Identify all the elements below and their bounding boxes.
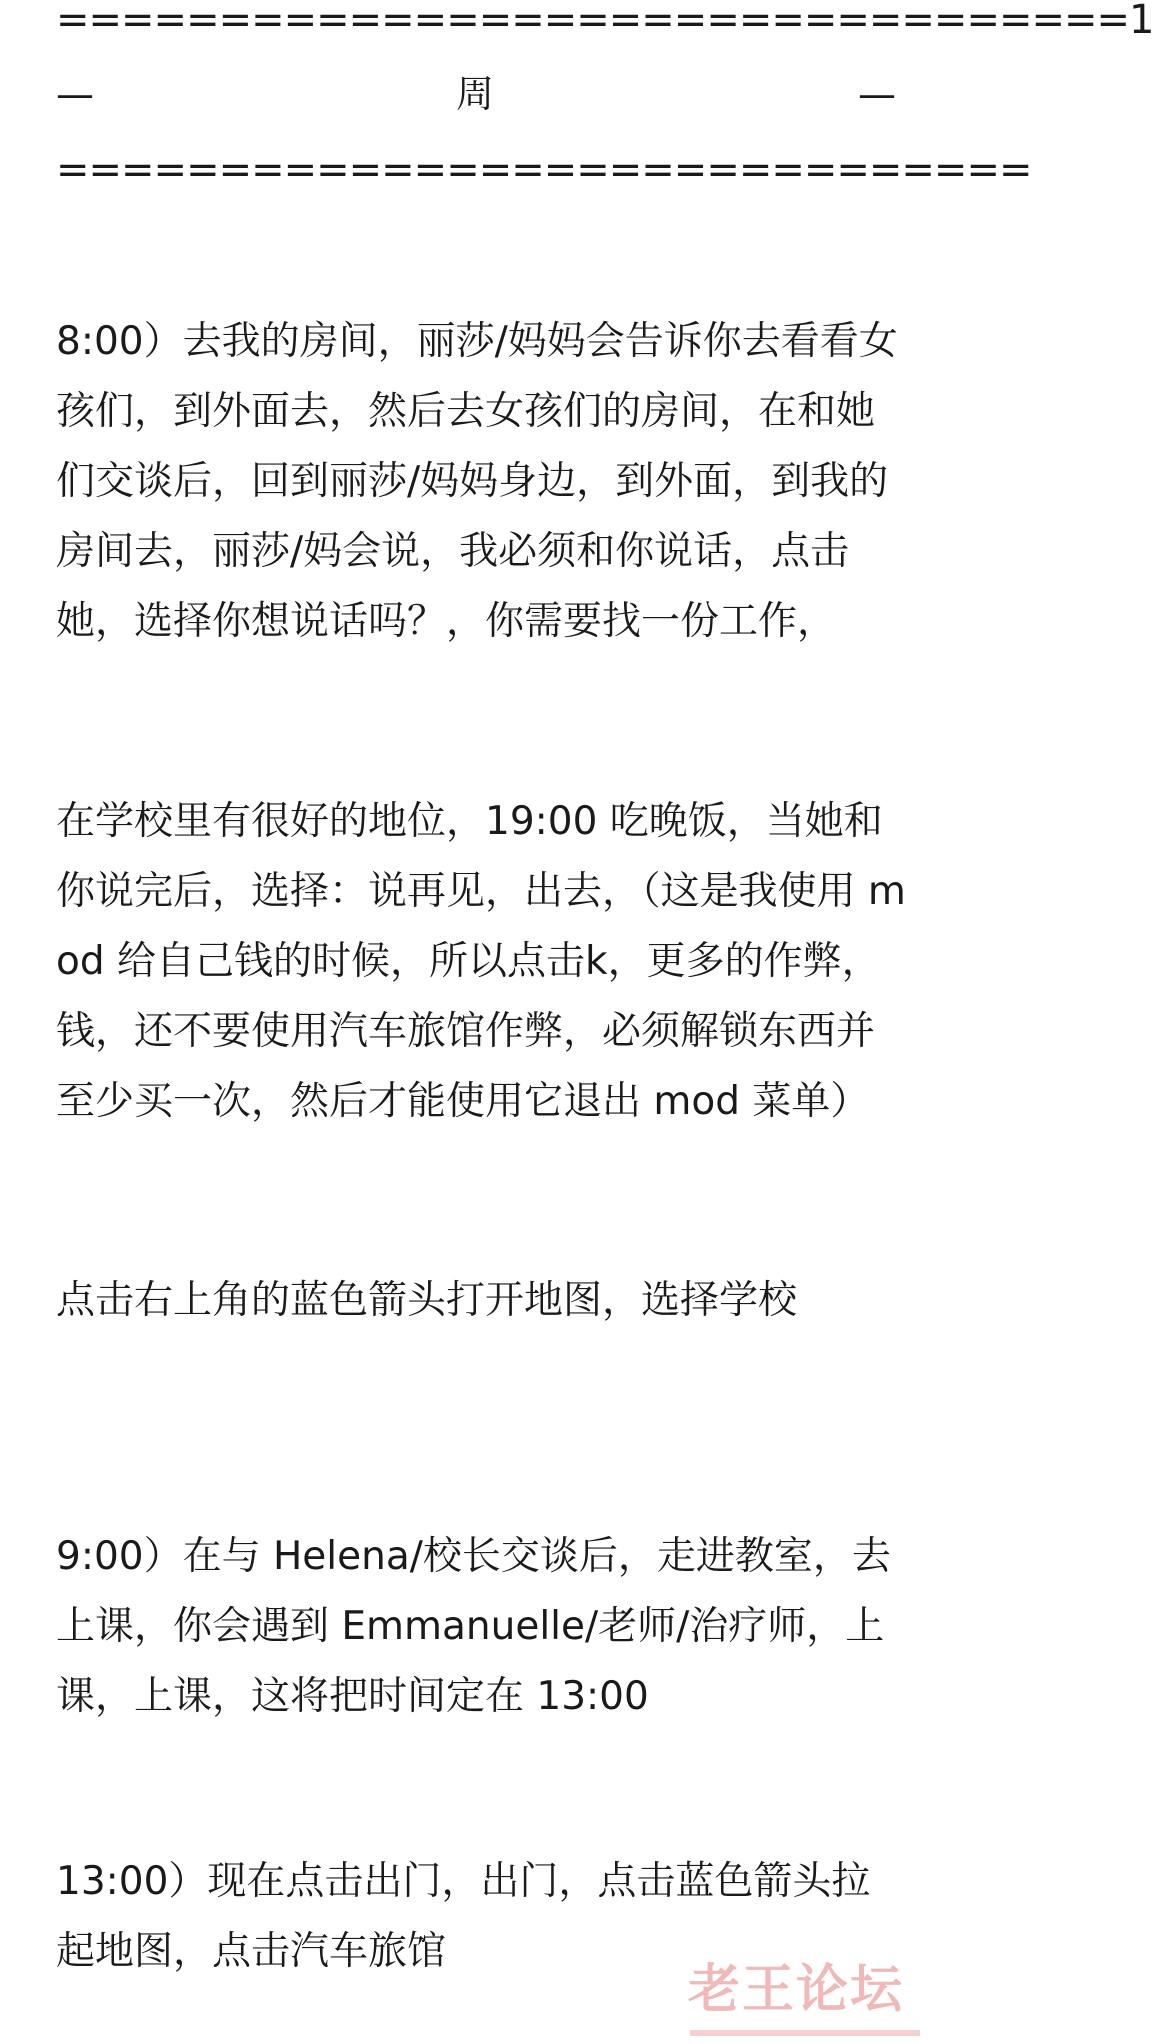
paragraph-1300: 13:00）现在点击出门，出门，点击蓝色箭头拉起地图，点击汽车旅馆 (56, 1859, 871, 1974)
paragraph-school-status: 在学校里有很好的地位，19:00 吃晚饭，当她和你说完后，选择：说再见，出去，（这是我使用 mod 给自己钱的时候，所以点击k，更多的作弊，钱，还不要使用汽车旅馆作弊，必须解锁东西并至少买一次，然后才能使用它退出 mod 菜单） (56, 799, 906, 1124)
separator-line-bottom: ============================== (56, 147, 1032, 193)
week-label: 周 (456, 72, 495, 116)
watermark-logo: 老王论坛 (688, 1960, 905, 2020)
paragraph-0800: 8:00）去我的房间，丽莎/妈妈会告诉你去看看女孩们，到外面去，然后去女孩们的房间，在和她们交谈后，回到丽莎/妈妈身边，到外面，到我的房间去，丽莎/妈会说，我必须和你说话，点击她，选择你想说话吗？，你需要找一份工作， (56, 319, 898, 644)
heading-dash-right: — (858, 72, 896, 116)
paragraph-open-map: 点击右上角的蓝色箭头打开地图，选择学校 (56, 1278, 798, 1323)
separator-line-top: =================================1 (56, 0, 1153, 43)
heading-dash-left: — (56, 72, 94, 116)
week-heading (56, 66, 896, 122)
watermark-underline (690, 2030, 920, 2036)
paragraph-0900: 9:00）在与 Helena/校长交谈后，走进教室，去上课，你会遇到 Emmanuelle/老师/治疗师，上课，上课，这将把时间定在 13:00 (56, 1534, 891, 1719)
